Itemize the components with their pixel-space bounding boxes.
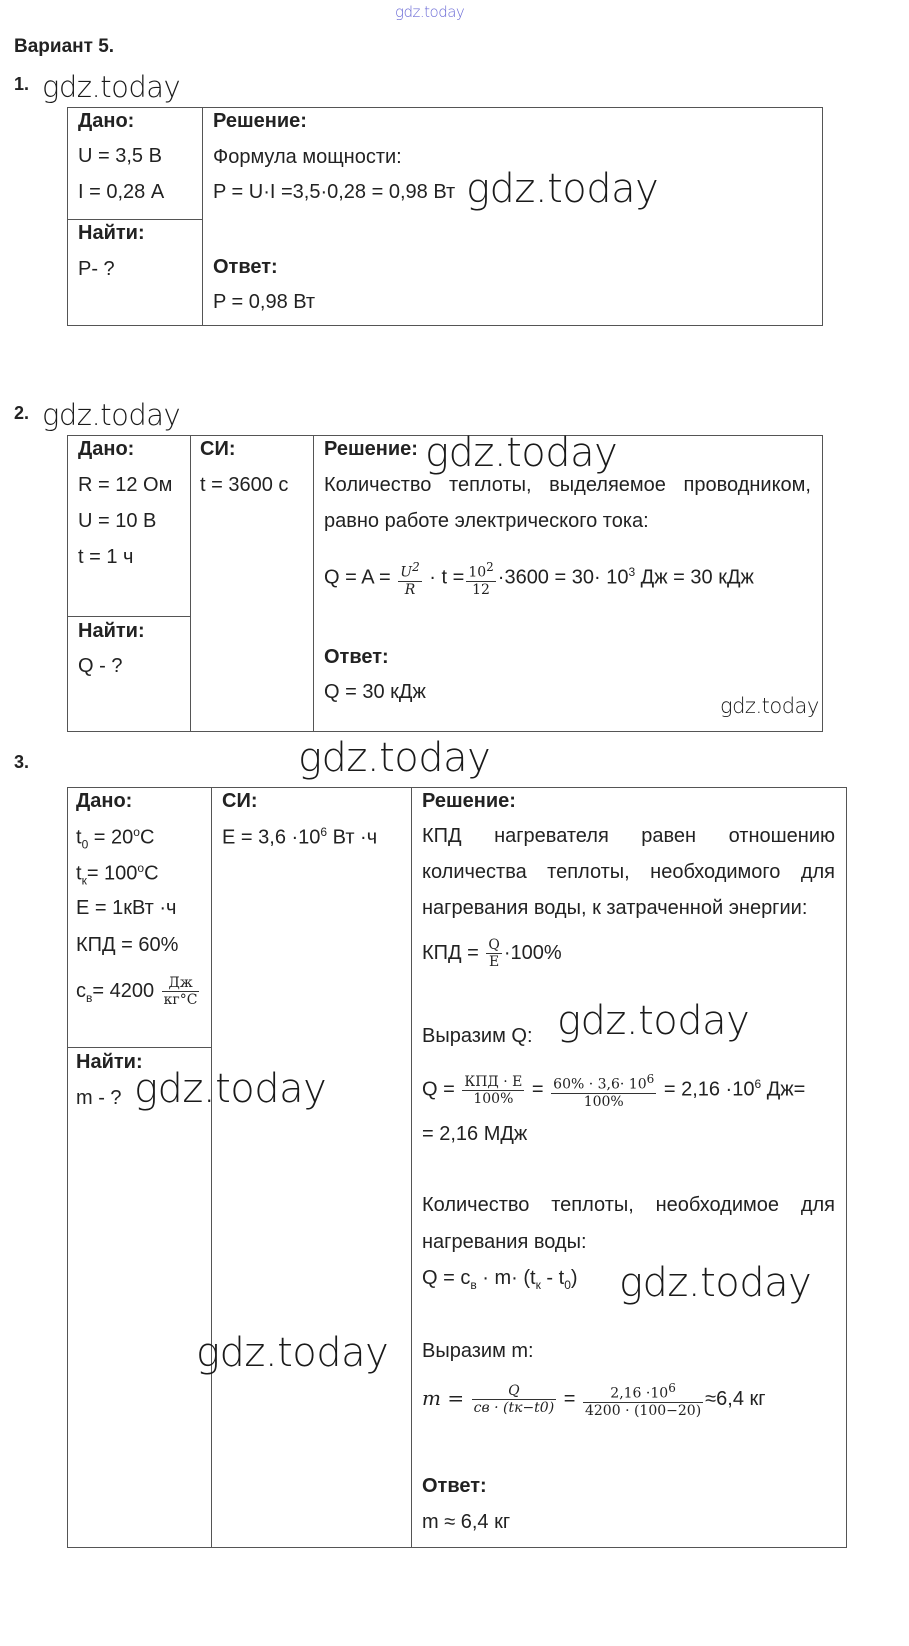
find-label: Найти: [78, 620, 145, 642]
solution-text: Формула мощности: [213, 146, 402, 168]
row-divider [67, 616, 190, 617]
given-t: t = 1 ч [78, 546, 134, 568]
problem-3-number: 3. [14, 752, 30, 772]
solution-label: Решение: [213, 110, 307, 132]
answer-label: Ответ: [213, 256, 278, 278]
row-divider [67, 219, 202, 220]
watermark: gdz.today [720, 694, 819, 718]
si-value: $E = 3,6 \cdot 10^6$ Вт ·ч [222, 825, 378, 849]
heat-formula: Q = A = $\frac{U^2}{R}$ · t = $\frac{10^2}{12}$ $\cdot 3600 = 30\cdot 10^3$ Дж = 30 кДж [324, 560, 754, 598]
express-m: Выразим m: [422, 1340, 534, 1362]
solution-text: количества теплоты, необходимого для [422, 861, 835, 883]
dano-label: Дано: [76, 790, 133, 812]
given-i: I = 0,28 А [78, 181, 165, 203]
watermark: gdz.today [134, 1066, 327, 1112]
answer-value: m ≈ 6,4 кг [422, 1511, 511, 1533]
given-kpd: КПД = 60% [76, 934, 179, 956]
given-t0: $t_0 = 20^oC$ [76, 825, 155, 852]
solution-label: Решение: [324, 438, 418, 460]
find-label: Найти: [76, 1051, 143, 1073]
watermark: gdz.today [557, 998, 750, 1044]
solution-text: Количество теплоты, необходимое для [422, 1194, 835, 1216]
solution-text: Количество теплоты, выделяемое проводником, [324, 474, 811, 496]
column-divider [211, 787, 212, 1547]
kpd-formula: КПД = $\frac{Q}{E}$ ·100% [422, 937, 562, 971]
answer-value: P = 0,98 Вт [213, 291, 316, 313]
answer-label: Ответ: [324, 646, 389, 668]
find-value: P- ? [78, 258, 115, 280]
solution-label: Решение: [422, 790, 516, 812]
given-e: E = 1кВт ·ч [76, 897, 177, 919]
watermark: gdz.today [42, 398, 181, 432]
column-divider [190, 435, 191, 731]
watermark: gdz.today [42, 70, 181, 104]
column-divider [202, 107, 203, 325]
si-label: СИ: [200, 438, 236, 460]
column-divider [313, 435, 314, 731]
dano-label: Дано: [78, 110, 135, 132]
given-r: R = 12 Ом [78, 474, 173, 496]
column-divider [411, 787, 412, 1547]
problem-1-number: 1. [14, 74, 30, 94]
watermark: gdz.today [425, 430, 618, 476]
solution-text: нагревания воды, к затраченной энергии: [422, 897, 808, 919]
solution-text: равно работе электрического тока: [324, 510, 649, 532]
m-formula: m = $\frac{Q}{cв \cdot (tк-t0)}$ = $\frac{2,16 \cdot 10^6}{4200 \cdot (100-20)}$ ≈6,4 кг [422, 1381, 766, 1420]
watermark: gdz.today [298, 735, 491, 781]
si-value: t = 3600 с [200, 474, 289, 496]
find-label: Найти: [78, 222, 145, 244]
find-value: Q - ? [78, 655, 123, 677]
watermark: gdz.today [466, 166, 659, 212]
answer-value: Q = 30 кДж [324, 681, 426, 703]
watermark: gdz.today [619, 1260, 812, 1306]
q-result: = 2,16 МДж [422, 1123, 528, 1145]
given-cv: $c_в= 4200$ $\frac{Дж}{кг^\circ C}$ [76, 975, 198, 1009]
power-formula: P = U·I =3,5·0,28 = 0,98 Вт [213, 181, 456, 203]
solution-text: нагревания воды: [422, 1231, 587, 1253]
express-q: Выразим Q: [422, 1025, 533, 1047]
solution-text: КПД нагревателя равен отношению [422, 825, 835, 847]
answer-label: Ответ: [422, 1475, 487, 1497]
given-tk: $t_к= 100^oC$ [76, 861, 159, 888]
problem-2-number: 2. [14, 403, 30, 423]
given-u: U = 10 В [78, 510, 157, 532]
table-border [67, 107, 823, 326]
find-value: m - ? [76, 1087, 122, 1109]
given-u: U = 3,5 В [78, 145, 162, 167]
q-formula: Q = $\frac{\text{КПД · E}}{100\%}$ = $\frac{60\% \cdot 3,6\cdot 10^6}{100\%}$ = $2,16 \cdot 10^6$ Дж= [422, 1072, 806, 1110]
watermark: gdz.today [196, 1330, 389, 1376]
heat-formula: $Q = c_в \cdot m\cdot (t_к - t_0)$ [422, 1267, 578, 1292]
row-divider [67, 1047, 211, 1048]
variant-title: Вариант 5. [14, 36, 115, 57]
si-label: СИ: [222, 790, 258, 812]
top-watermark: gdz.today [395, 3, 465, 21]
dano-label: Дано: [78, 438, 135, 460]
